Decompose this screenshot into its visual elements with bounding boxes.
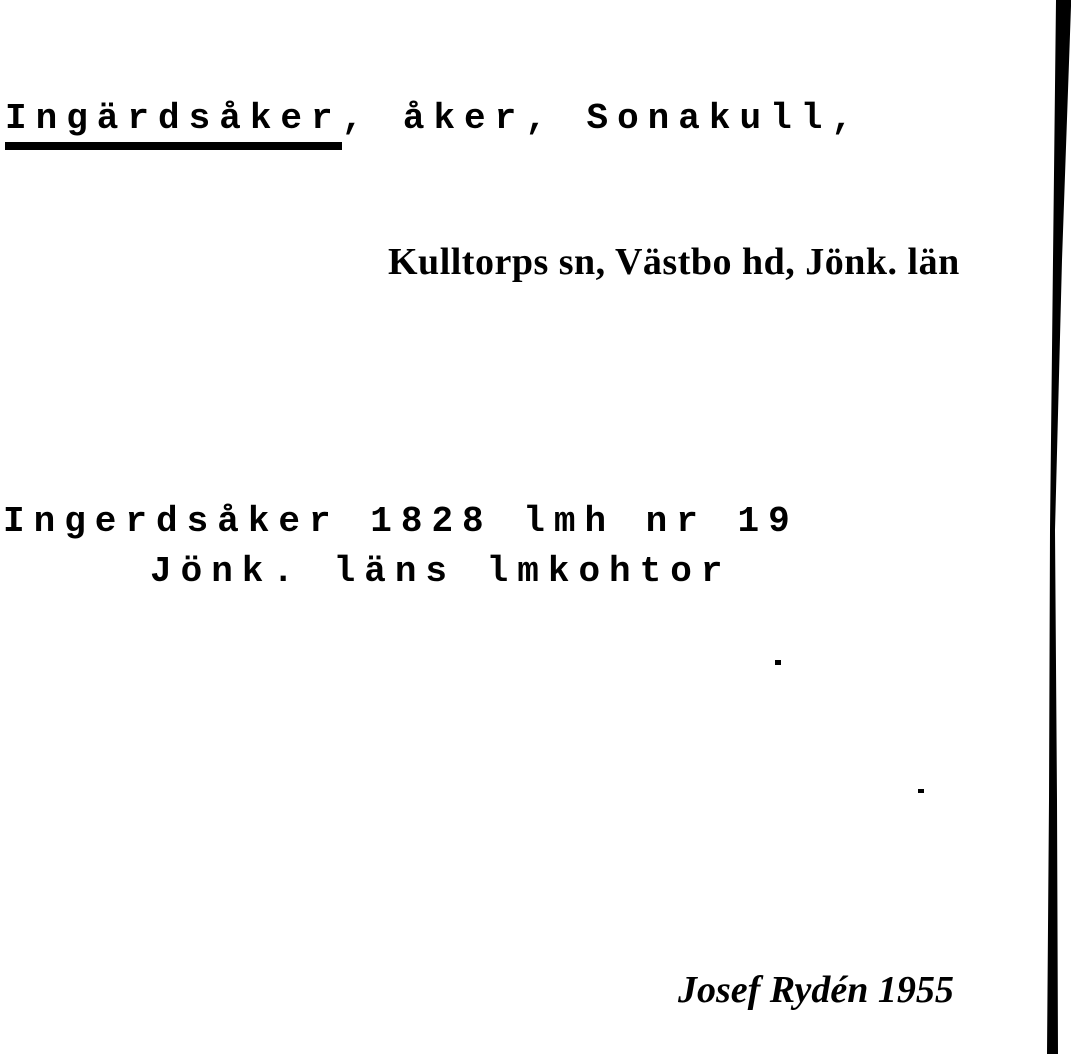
signature: Josef Rydén 1955 bbox=[678, 969, 954, 1011]
ink-speck-2 bbox=[918, 789, 924, 793]
record-line-2: Jönk. läns lmkohtor bbox=[150, 551, 732, 592]
headword-rest: , åker, Sonakull, bbox=[341, 98, 862, 139]
headword-underlined: Ingärdsåker bbox=[5, 98, 342, 150]
headword-line bbox=[5, 98, 862, 139]
record-line-1: Ingerdsåker 1828 lmh nr 19 bbox=[3, 501, 799, 542]
location-line: Kulltorps sn, Västbo hd, Jönk. län bbox=[388, 241, 960, 283]
ink-speck-1 bbox=[775, 660, 781, 665]
